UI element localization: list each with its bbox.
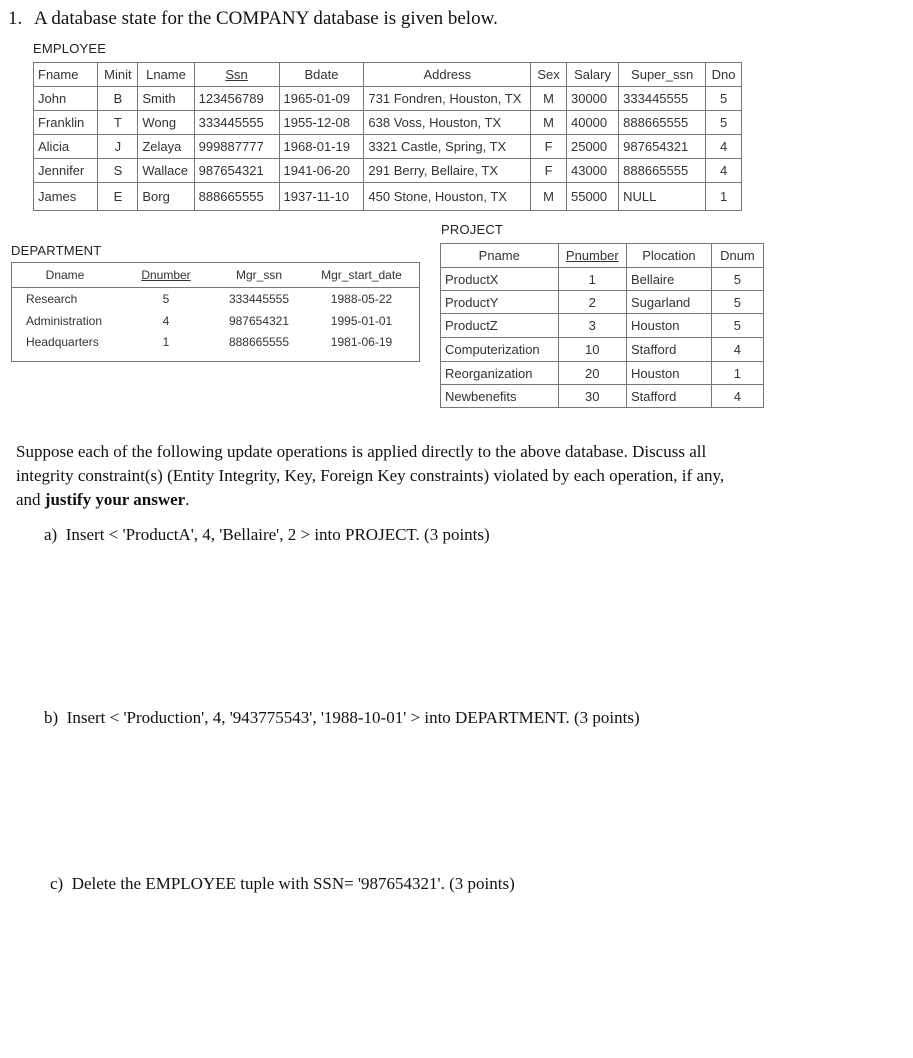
project-cell: Computerization: [441, 338, 559, 362]
employee-cell: 291 Berry, Bellaire, TX: [364, 159, 531, 183]
employee-header: Address: [364, 63, 531, 87]
employee-cell: 30000: [566, 87, 618, 111]
employee-cell: T: [98, 111, 138, 135]
project-cell: 5: [711, 291, 763, 314]
item-label: c): [50, 874, 64, 893]
employee-cell: 4: [706, 135, 742, 159]
employee-cell: 1955-12-08: [279, 111, 364, 135]
project-cell: Houston: [627, 362, 712, 385]
employee-cell: 43000: [566, 159, 618, 183]
question-item-b: [44, 708, 640, 728]
table-row: [441, 338, 764, 362]
employee-cell: 4: [706, 159, 742, 183]
employee-cell: Alicia: [34, 135, 98, 159]
employee-cell: F: [531, 135, 567, 159]
department-cell: 4: [162, 314, 170, 328]
project-cell: 5: [711, 268, 763, 291]
table-row: [441, 291, 764, 314]
employee-header: Ssn: [194, 63, 279, 87]
project-cell: Stafford: [627, 385, 712, 408]
department-cell: 1: [162, 335, 170, 349]
department-cell: 1988-05-22: [330, 292, 393, 306]
project-cell: Stafford: [627, 338, 712, 362]
department-header: Mgr_start_date: [304, 263, 420, 288]
employee-cell: James: [34, 183, 98, 211]
employee-cell: 1: [706, 183, 742, 211]
project-cell: Sugarland: [627, 291, 712, 314]
question-item-a: [44, 525, 490, 545]
table-row: [441, 385, 764, 408]
employee-cell: 5: [706, 87, 742, 111]
department-cell: Administration: [26, 314, 103, 328]
table-row: [34, 87, 742, 111]
employee-cell: Franklin: [34, 111, 98, 135]
table-row: [12, 288, 420, 311]
project-cell: Reorganization: [441, 362, 559, 385]
project-cell: 4: [711, 338, 763, 362]
employee-cell: 888665555: [194, 183, 279, 211]
employee-cell: 123456789: [194, 87, 279, 111]
employee-cell: 888665555: [619, 159, 706, 183]
question-item-c: [50, 874, 515, 894]
department-cell: Research: [26, 292, 78, 306]
table-row: [34, 111, 742, 135]
employee-cell: 999887777: [194, 135, 279, 159]
item-label: a): [44, 525, 58, 544]
employee-header-row: [34, 63, 742, 87]
employee-cell: 731 Fondren, Houston, TX: [364, 87, 531, 111]
employee-cell: 1937-11-10: [279, 183, 364, 211]
question-number: 1.: [8, 8, 23, 29]
employee-cell: E: [98, 183, 138, 211]
employee-cell: M: [531, 183, 567, 211]
project-cell: Newbenefits: [441, 385, 559, 408]
department-cell: 1981-06-19: [330, 335, 393, 349]
employee-cell: 3321 Castle, Spring, TX: [364, 135, 531, 159]
department-cell: 1995-01-01: [330, 314, 393, 328]
project-cell: 1: [558, 268, 626, 291]
employee-cell: 333445555: [194, 111, 279, 135]
project-cell: Bellaire: [627, 268, 712, 291]
department-header: Mgr_ssn: [214, 263, 304, 288]
project-cell: ProductY: [441, 291, 559, 314]
employee-cell: Jennifer: [34, 159, 98, 183]
project-cell: 3: [558, 314, 626, 338]
employee-cell: Zelaya: [138, 135, 194, 159]
employee-cell: Smith: [138, 87, 194, 111]
department-cell: 888665555: [228, 335, 290, 349]
instructions-end: .: [185, 490, 190, 509]
employee-cell: Wong: [138, 111, 194, 135]
department-table: [11, 262, 420, 362]
project-cell: 20: [558, 362, 626, 385]
project-cell: ProductZ: [441, 314, 559, 338]
project-cell: 4: [711, 385, 763, 408]
employee-cell: 1965-01-09: [279, 87, 364, 111]
project-table-title: PROJECT: [441, 222, 504, 237]
department-cell: 333445555: [228, 292, 290, 306]
department-header: Dnumber: [118, 263, 214, 288]
employee-cell: 987654321: [619, 135, 706, 159]
question-heading: [8, 8, 498, 30]
table-row: [441, 314, 764, 338]
project-cell: Houston: [627, 314, 712, 338]
employee-header: Dno: [706, 63, 742, 87]
employee-cell: 987654321: [194, 159, 279, 183]
table-row: [34, 159, 742, 183]
employee-header: Bdate: [279, 63, 364, 87]
employee-table-title: EMPLOYEE: [33, 41, 107, 56]
employee-cell: 888665555: [619, 111, 706, 135]
table-row: [12, 310, 420, 332]
employee-cell: F: [531, 159, 567, 183]
employee-cell: S: [98, 159, 138, 183]
project-header: Pname: [441, 244, 559, 268]
employee-header: Super_ssn: [619, 63, 706, 87]
item-text: Insert < 'ProductA', 4, 'Bellaire', 2 > into PROJECT. (3 points): [65, 525, 490, 544]
table-row: [441, 268, 764, 291]
employee-table: [33, 62, 742, 211]
question-heading-text: A database state for the COMPANY database is given below.: [34, 8, 498, 29]
project-header: Plocation: [627, 244, 712, 268]
employee-cell: M: [531, 87, 567, 111]
employee-cell: Borg: [138, 183, 194, 211]
department-cell: Headquarters: [26, 335, 99, 349]
instructions-text: Suppose each of the following update operations is applied directly to the above database. Discuss all integrity constraint(s) (Entity Integrity, Key, Foreign Key constraints) violated by each operation, if any, and: [16, 442, 725, 509]
project-cell: 10: [558, 338, 626, 362]
employee-cell: 638 Voss, Houston, TX: [364, 111, 531, 135]
employee-cell: 40000: [566, 111, 618, 135]
table-row: [34, 183, 742, 211]
department-cell: 987654321: [228, 314, 290, 328]
table-row: [34, 135, 742, 159]
item-text: Insert < 'Production', 4, '943775543', '1988-10-01' > into DEPARTMENT. (3 points): [66, 708, 640, 727]
employee-cell: 55000: [566, 183, 618, 211]
employee-cell: 333445555: [619, 87, 706, 111]
employee-cell: 450 Stone, Houston, TX: [364, 183, 531, 211]
item-label: b): [44, 708, 59, 727]
project-header: Pnumber: [558, 244, 626, 268]
project-header: Dnum: [711, 244, 763, 268]
department-table-title: DEPARTMENT: [11, 243, 102, 258]
table-row: [441, 362, 764, 385]
table-row: [12, 332, 420, 362]
employee-header: Fname: [34, 63, 98, 87]
employee-header: Sex: [531, 63, 567, 87]
employee-cell: 5: [706, 111, 742, 135]
item-text: Delete the EMPLOYEE tuple with SSN= '987654321'. (3 points): [71, 874, 515, 893]
project-cell: 5: [711, 314, 763, 338]
department-header-row: [12, 263, 420, 288]
project-table: [440, 243, 764, 408]
project-cell: 2: [558, 291, 626, 314]
project-cell: 1: [711, 362, 763, 385]
employee-cell: 1968-01-19: [279, 135, 364, 159]
employee-cell: J: [98, 135, 138, 159]
instructions-bold-text: justify your answer: [44, 490, 186, 509]
employee-cell: 25000: [566, 135, 618, 159]
project-cell: ProductX: [441, 268, 559, 291]
employee-cell: John: [34, 87, 98, 111]
employee-header: Salary: [566, 63, 618, 87]
employee-header: Lname: [138, 63, 194, 87]
employee-cell: 1941-06-20: [279, 159, 364, 183]
employee-cell: Wallace: [138, 159, 194, 183]
employee-cell: M: [531, 111, 567, 135]
employee-cell: B: [98, 87, 138, 111]
project-cell: 30: [558, 385, 626, 408]
department-cell: 5: [162, 292, 170, 306]
instructions-paragraph: [16, 440, 746, 512]
employee-header: Minit: [98, 63, 138, 87]
employee-cell: NULL: [619, 183, 706, 211]
department-header: Dname: [12, 263, 119, 288]
project-header-row: [441, 244, 764, 268]
